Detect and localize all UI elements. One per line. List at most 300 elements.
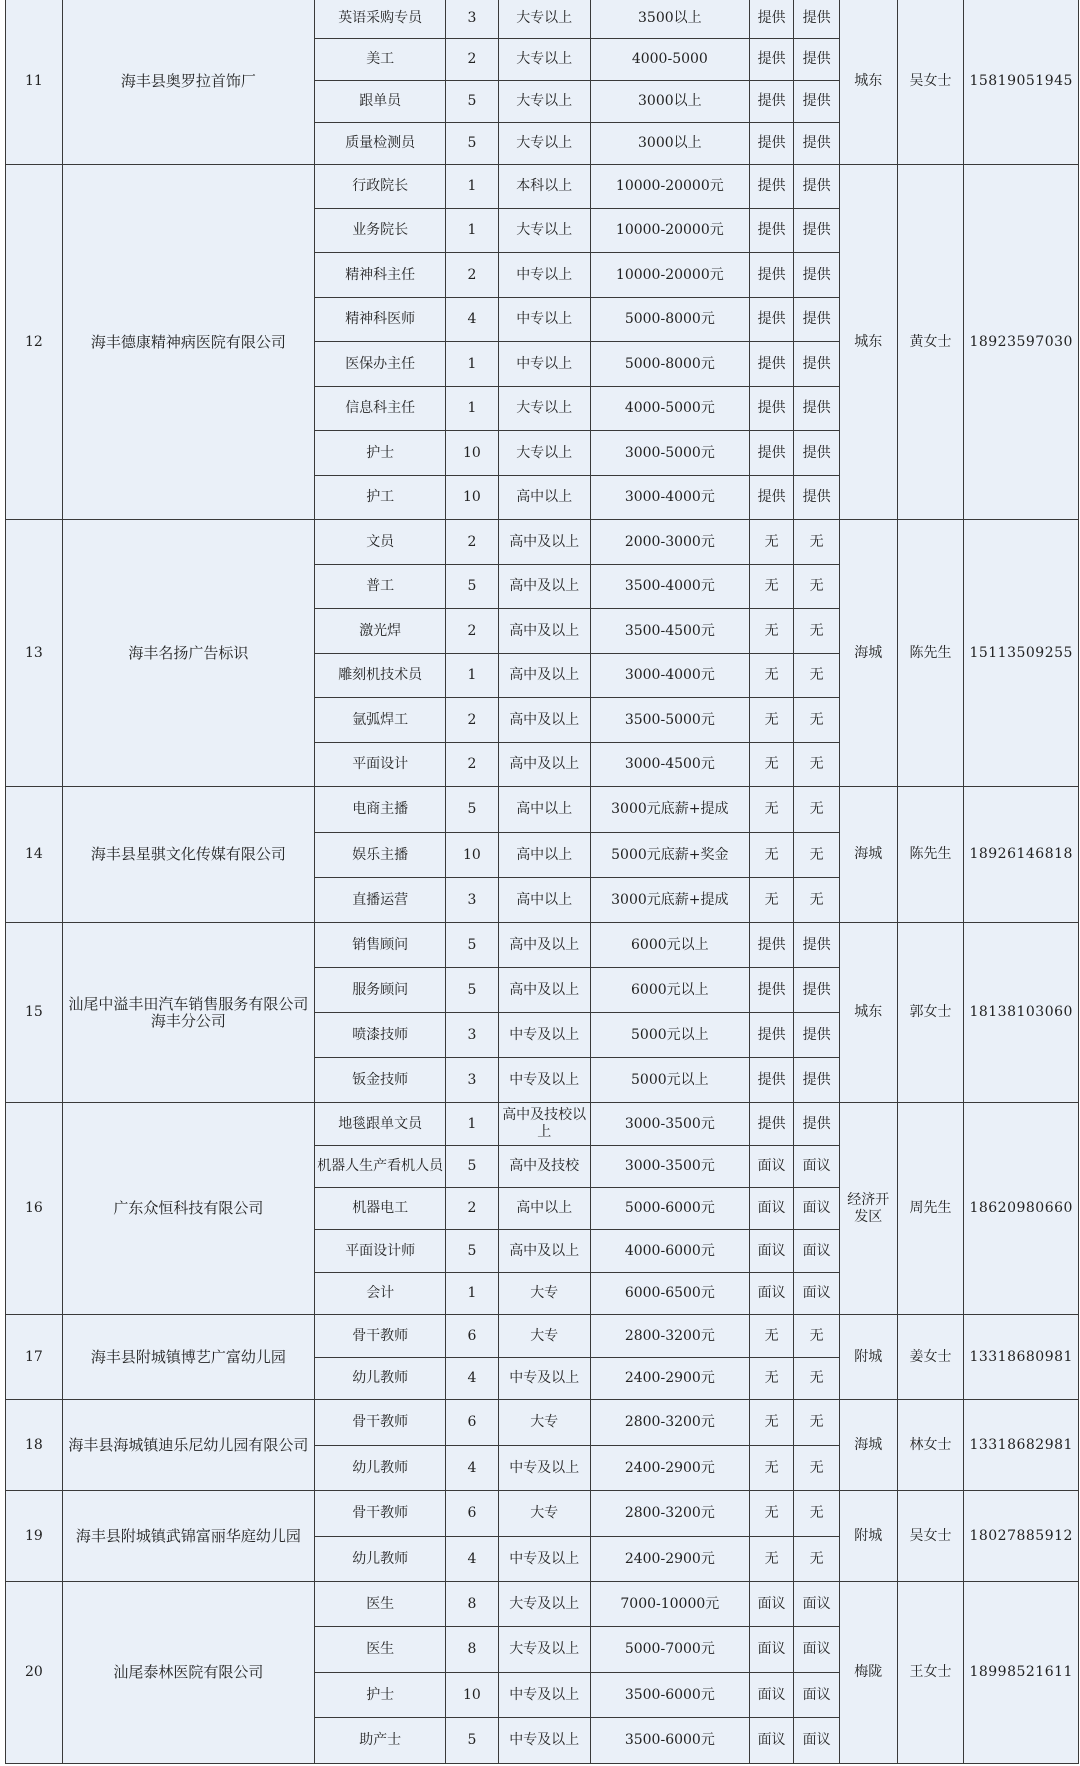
company-name: 海丰县附城镇武锦富丽华庭幼儿园	[62, 1491, 314, 1582]
job-lodging: 无	[794, 878, 840, 923]
job-title: 医保办主任	[315, 342, 446, 387]
job-food: 无	[749, 1358, 793, 1400]
company-number: 13	[6, 520, 63, 787]
company-contact: 郭女士	[897, 923, 964, 1103]
job-title: 英语采购专员	[315, 0, 446, 39]
job-salary: 3000元底薪+提成	[590, 787, 749, 833]
job-title: 信息科主任	[315, 387, 446, 431]
job-lodging: 提供	[794, 1013, 840, 1058]
job-education: 中专以上	[498, 298, 590, 342]
job-salary: 5000元底薪+奖金	[590, 833, 749, 878]
job-salary: 2400-2900元	[590, 1358, 749, 1400]
job-salary: 3000-5000元	[590, 431, 749, 476]
job-education: 高中及以上	[498, 698, 590, 743]
table-row	[6, 1491, 1079, 1537]
job-count: 4	[446, 1446, 498, 1491]
job-education: 高中以上	[498, 787, 590, 833]
job-food: 无	[749, 1446, 793, 1491]
job-count: 3	[446, 1013, 498, 1058]
job-salary: 3500-5000元	[590, 698, 749, 743]
job-count: 10	[446, 1673, 498, 1718]
job-education: 大专	[498, 1400, 590, 1446]
job-salary: 4000-6000元	[590, 1230, 749, 1273]
job-count: 2	[446, 743, 498, 787]
job-education: 高中以上	[498, 476, 590, 520]
company-contact: 王女士	[897, 1582, 964, 1764]
job-salary: 5000元以上	[590, 1013, 749, 1058]
job-education: 大专及以上	[498, 1627, 590, 1673]
job-lodging: 无	[794, 1491, 840, 1537]
job-salary: 7000-10000元	[590, 1582, 749, 1627]
job-lodging: 面议	[794, 1188, 840, 1230]
job-count: 1	[446, 1103, 498, 1146]
job-count: 8	[446, 1627, 498, 1673]
job-salary: 5000元以上	[590, 1058, 749, 1103]
job-lodging: 无	[794, 1537, 840, 1582]
job-lodging: 提供	[794, 342, 840, 387]
job-salary: 5000-7000元	[590, 1627, 749, 1673]
job-salary: 2800-3200元	[590, 1315, 749, 1358]
job-count: 2	[446, 520, 498, 565]
job-salary: 2800-3200元	[590, 1491, 749, 1537]
job-count: 5	[446, 1718, 498, 1764]
job-food: 提供	[749, 431, 793, 476]
job-title: 护士	[315, 431, 446, 476]
job-food: 无	[749, 743, 793, 787]
table-row	[6, 923, 1079, 968]
job-title: 助产士	[315, 1718, 446, 1764]
job-lodging: 提供	[794, 39, 840, 81]
job-salary: 3500-4500元	[590, 609, 749, 654]
job-salary: 3000-4000元	[590, 476, 749, 520]
job-food: 无	[749, 833, 793, 878]
job-lodging: 提供	[794, 387, 840, 431]
job-lodging: 无	[794, 833, 840, 878]
job-salary: 2400-2900元	[590, 1446, 749, 1491]
job-count: 5	[446, 1230, 498, 1273]
job-count: 4	[446, 1537, 498, 1582]
job-count: 5	[446, 968, 498, 1013]
job-title: 电商主播	[315, 787, 446, 833]
job-title: 美工	[315, 39, 446, 81]
job-title: 平面设计师	[315, 1230, 446, 1273]
job-education: 大专以上	[498, 39, 590, 81]
job-education: 中专及以上	[498, 1446, 590, 1491]
company-phone: 15819051945	[964, 0, 1079, 165]
company-contact: 林女士	[897, 1400, 964, 1491]
job-education: 高中及以上	[498, 743, 590, 787]
table-row	[6, 1582, 1079, 1627]
job-education: 中专以上	[498, 253, 590, 298]
job-count: 5	[446, 565, 498, 609]
job-salary: 4000-5000元	[590, 387, 749, 431]
job-count: 10	[446, 833, 498, 878]
job-salary: 10000-20000元	[590, 209, 749, 253]
job-food: 提供	[749, 81, 793, 123]
job-salary: 3000以上	[590, 81, 749, 123]
company-phone: 15113509255	[964, 520, 1079, 787]
table-row	[6, 0, 1079, 39]
job-lodging: 无	[794, 743, 840, 787]
table-row	[6, 165, 1079, 209]
company-area: 城东	[839, 923, 897, 1103]
job-education: 高中及技校以上	[498, 1103, 590, 1146]
company-name: 广东众恒科技有限公司	[62, 1103, 314, 1315]
job-title: 直播运营	[315, 878, 446, 923]
job-count: 5	[446, 787, 498, 833]
job-education: 大专以上	[498, 387, 590, 431]
job-salary: 2400-2900元	[590, 1537, 749, 1582]
job-education: 高中以上	[498, 833, 590, 878]
job-lodging: 提供	[794, 209, 840, 253]
job-title: 钣金技师	[315, 1058, 446, 1103]
job-education: 中专及以上	[498, 1537, 590, 1582]
job-food: 提供	[749, 253, 793, 298]
job-title: 行政院长	[315, 165, 446, 209]
job-salary: 3500-6000元	[590, 1673, 749, 1718]
job-lodging: 提供	[794, 123, 840, 165]
company-number: 14	[6, 787, 63, 923]
job-count: 2	[446, 39, 498, 81]
job-count: 3	[446, 878, 498, 923]
company-contact: 陈先生	[897, 787, 964, 923]
company-phone: 18620980660	[964, 1103, 1079, 1315]
company-number: 15	[6, 923, 63, 1103]
job-salary: 3000以上	[590, 123, 749, 165]
job-count: 1	[446, 209, 498, 253]
job-count: 5	[446, 923, 498, 968]
table-row	[6, 520, 1079, 565]
job-count: 10	[446, 431, 498, 476]
company-name: 汕尾泰林医院有限公司	[62, 1582, 314, 1764]
job-salary: 3000-3500元	[590, 1103, 749, 1146]
job-education: 大专以上	[498, 123, 590, 165]
job-title: 激光焊	[315, 609, 446, 654]
job-food: 无	[749, 565, 793, 609]
company-number: 17	[6, 1315, 63, 1400]
company-phone: 18998521611	[964, 1582, 1079, 1764]
company-number: 16	[6, 1103, 63, 1315]
job-title: 服务顾问	[315, 968, 446, 1013]
job-salary: 3000元底薪+提成	[590, 878, 749, 923]
job-food: 提供	[749, 298, 793, 342]
job-education: 高中及以上	[498, 923, 590, 968]
job-lodging: 无	[794, 1400, 840, 1446]
company-name: 海丰县星骐文化传媒有限公司	[62, 787, 314, 923]
job-education: 高中及技校	[498, 1146, 590, 1188]
job-lodging: 提供	[794, 0, 840, 39]
job-title: 护士	[315, 1673, 446, 1718]
job-education: 中专以上	[498, 342, 590, 387]
company-name: 海丰县附城镇博艺广富幼儿园	[62, 1315, 314, 1400]
job-count: 1	[446, 342, 498, 387]
job-lodging: 无	[794, 1315, 840, 1358]
job-title: 机器人生产看机人员	[315, 1146, 446, 1188]
job-food: 提供	[749, 968, 793, 1013]
job-lodging: 提供	[794, 253, 840, 298]
job-food: 面议	[749, 1273, 793, 1315]
company-area: 附城	[839, 1491, 897, 1582]
job-count: 5	[446, 81, 498, 123]
job-count: 8	[446, 1582, 498, 1627]
job-education: 大专	[498, 1273, 590, 1315]
job-lodging: 无	[794, 654, 840, 698]
job-count: 2	[446, 698, 498, 743]
job-title: 医生	[315, 1582, 446, 1627]
job-food: 面议	[749, 1230, 793, 1273]
job-title: 普工	[315, 565, 446, 609]
job-food: 面议	[749, 1146, 793, 1188]
job-lodging: 面议	[794, 1718, 840, 1764]
job-food: 提供	[749, 165, 793, 209]
company-number: 18	[6, 1400, 63, 1491]
job-education: 大专以上	[498, 431, 590, 476]
job-salary: 6000元以上	[590, 923, 749, 968]
job-count: 5	[446, 1146, 498, 1188]
company-area: 海城	[839, 1400, 897, 1491]
table-row	[6, 1315, 1079, 1358]
job-food: 无	[749, 1491, 793, 1537]
job-food: 面议	[749, 1582, 793, 1627]
job-food: 无	[749, 1537, 793, 1582]
job-education: 高中以上	[498, 1188, 590, 1230]
job-education: 大专以上	[498, 0, 590, 39]
table-body	[6, 0, 1079, 1764]
job-title: 医生	[315, 1627, 446, 1673]
job-salary: 6000-6500元	[590, 1273, 749, 1315]
job-count: 1	[446, 1273, 498, 1315]
job-education: 大专	[498, 1315, 590, 1358]
job-title: 护工	[315, 476, 446, 520]
job-title: 机器电工	[315, 1188, 446, 1230]
job-title: 精神科主任	[315, 253, 446, 298]
job-title: 销售顾问	[315, 923, 446, 968]
job-food: 提供	[749, 1058, 793, 1103]
company-area: 经济开发区	[839, 1103, 897, 1315]
job-food: 无	[749, 654, 793, 698]
company-phone: 18926146818	[964, 787, 1079, 923]
job-food: 无	[749, 520, 793, 565]
job-food: 面议	[749, 1188, 793, 1230]
job-title: 跟单员	[315, 81, 446, 123]
job-food: 无	[749, 698, 793, 743]
job-food: 提供	[749, 209, 793, 253]
job-count: 3	[446, 1058, 498, 1103]
company-contact: 黄女士	[897, 165, 964, 520]
company-contact: 吴女士	[897, 0, 964, 165]
company-number: 19	[6, 1491, 63, 1582]
job-title: 骨干教师	[315, 1315, 446, 1358]
job-title: 幼儿教师	[315, 1358, 446, 1400]
job-count: 10	[446, 476, 498, 520]
job-lodging: 提供	[794, 968, 840, 1013]
job-food: 提供	[749, 1013, 793, 1058]
job-title: 地毯跟单文员	[315, 1103, 446, 1146]
job-title: 雕刻机技术员	[315, 654, 446, 698]
job-salary: 10000-20000元	[590, 165, 749, 209]
job-salary: 5000-8000元	[590, 342, 749, 387]
job-count: 2	[446, 609, 498, 654]
job-title: 喷漆技师	[315, 1013, 446, 1058]
job-lodging: 无	[794, 1446, 840, 1491]
company-phone: 13318680981	[964, 1315, 1079, 1400]
company-phone: 18923597030	[964, 165, 1079, 520]
company-number: 11	[6, 0, 63, 165]
job-food: 提供	[749, 0, 793, 39]
job-title: 质量检测员	[315, 123, 446, 165]
job-food: 无	[749, 1400, 793, 1446]
job-title: 骨干教师	[315, 1400, 446, 1446]
company-name: 海丰名扬广告标识	[62, 520, 314, 787]
job-salary: 3000-3500元	[590, 1146, 749, 1188]
job-title: 骨干教师	[315, 1491, 446, 1537]
company-area: 梅陇	[839, 1582, 897, 1764]
job-food: 提供	[749, 1103, 793, 1146]
job-education: 高中及以上	[498, 565, 590, 609]
job-education: 高中及以上	[498, 968, 590, 1013]
job-lodging: 提供	[794, 165, 840, 209]
table-row	[6, 787, 1079, 833]
recruitment-table	[5, 0, 1079, 1764]
job-lodging: 无	[794, 787, 840, 833]
job-count: 3	[446, 0, 498, 39]
job-education: 中专及以上	[498, 1718, 590, 1764]
job-lodging: 无	[794, 520, 840, 565]
job-education: 中专及以上	[498, 1058, 590, 1103]
job-lodging: 提供	[794, 1058, 840, 1103]
job-lodging: 提供	[794, 476, 840, 520]
job-lodging: 无	[794, 565, 840, 609]
company-contact: 陈先生	[897, 520, 964, 787]
job-food: 提供	[749, 387, 793, 431]
company-area: 海城	[839, 787, 897, 923]
company-number: 20	[6, 1582, 63, 1764]
company-contact: 吴女士	[897, 1491, 964, 1582]
company-area: 城东	[839, 165, 897, 520]
job-salary: 6000元以上	[590, 968, 749, 1013]
job-salary: 3500以上	[590, 0, 749, 39]
job-food: 提供	[749, 476, 793, 520]
job-count: 2	[446, 1188, 498, 1230]
job-food: 面议	[749, 1673, 793, 1718]
company-contact: 周先生	[897, 1103, 964, 1315]
company-phone: 13318682981	[964, 1400, 1079, 1491]
company-area: 海城	[839, 520, 897, 787]
job-count: 6	[446, 1315, 498, 1358]
job-education: 本科以上	[498, 165, 590, 209]
job-education: 中专及以上	[498, 1358, 590, 1400]
company-name: 海丰德康精神病医院有限公司	[62, 165, 314, 520]
job-food: 提供	[749, 39, 793, 81]
company-name: 海丰县奥罗拉首饰厂	[62, 0, 314, 165]
job-salary: 4000-5000	[590, 39, 749, 81]
job-education: 大专	[498, 1491, 590, 1537]
job-count: 4	[446, 1358, 498, 1400]
job-salary: 2000-3000元	[590, 520, 749, 565]
table-row	[6, 1103, 1079, 1146]
job-lodging: 面议	[794, 1146, 840, 1188]
job-count: 4	[446, 298, 498, 342]
job-title: 文员	[315, 520, 446, 565]
job-education: 大专及以上	[498, 1582, 590, 1627]
job-lodging: 无	[794, 698, 840, 743]
job-title: 平面设计	[315, 743, 446, 787]
job-salary: 3500-4000元	[590, 565, 749, 609]
job-title: 幼儿教师	[315, 1446, 446, 1491]
job-education: 高中及以上	[498, 520, 590, 565]
job-count: 1	[446, 387, 498, 431]
job-count: 6	[446, 1400, 498, 1446]
company-area: 附城	[839, 1315, 897, 1400]
job-food: 无	[749, 1315, 793, 1358]
job-food: 提供	[749, 123, 793, 165]
job-title: 娱乐主播	[315, 833, 446, 878]
job-title: 幼儿教师	[315, 1537, 446, 1582]
job-count: 1	[446, 654, 498, 698]
job-salary: 5000-6000元	[590, 1188, 749, 1230]
job-lodging: 无	[794, 609, 840, 654]
job-lodging: 提供	[794, 298, 840, 342]
job-lodging: 提供	[794, 923, 840, 968]
job-lodging: 提供	[794, 1103, 840, 1146]
job-title: 业务院长	[315, 209, 446, 253]
job-food: 面议	[749, 1718, 793, 1764]
job-title: 精神科医师	[315, 298, 446, 342]
job-salary: 3000-4500元	[590, 743, 749, 787]
company-phone: 18027885912	[964, 1491, 1079, 1582]
job-salary: 3000-4000元	[590, 654, 749, 698]
job-lodging: 面议	[794, 1582, 840, 1627]
company-name: 海丰县海城镇迪乐尼幼儿园有限公司	[62, 1400, 314, 1491]
job-salary: 2800-3200元	[590, 1400, 749, 1446]
job-education: 高中及以上	[498, 654, 590, 698]
job-salary: 3500-6000元	[590, 1718, 749, 1764]
job-lodging: 面议	[794, 1673, 840, 1718]
job-lodging: 无	[794, 1358, 840, 1400]
job-lodging: 面议	[794, 1627, 840, 1673]
job-salary: 5000-8000元	[590, 298, 749, 342]
job-count: 6	[446, 1491, 498, 1537]
job-education: 高中及以上	[498, 609, 590, 654]
company-contact: 姜女士	[897, 1315, 964, 1400]
table-row	[6, 1400, 1079, 1446]
job-education: 大专以上	[498, 81, 590, 123]
job-food: 提供	[749, 342, 793, 387]
job-lodging: 面议	[794, 1230, 840, 1273]
company-name: 汕尾中溢丰田汽车销售服务有限公司海丰分公司	[62, 923, 314, 1103]
job-count: 1	[446, 165, 498, 209]
job-food: 提供	[749, 923, 793, 968]
job-education: 中专及以上	[498, 1013, 590, 1058]
job-lodging: 提供	[794, 431, 840, 476]
job-lodging: 面议	[794, 1273, 840, 1315]
job-education: 高中以上	[498, 878, 590, 923]
job-title: 氩弧焊工	[315, 698, 446, 743]
job-count: 2	[446, 253, 498, 298]
company-phone: 18138103060	[964, 923, 1079, 1103]
job-education: 大专以上	[498, 209, 590, 253]
job-count: 5	[446, 123, 498, 165]
job-education: 中专及以上	[498, 1673, 590, 1718]
job-education: 高中及以上	[498, 1230, 590, 1273]
job-lodging: 提供	[794, 81, 840, 123]
company-number: 12	[6, 165, 63, 520]
job-title: 会计	[315, 1273, 446, 1315]
job-food: 面议	[749, 1627, 793, 1673]
job-food: 无	[749, 787, 793, 833]
job-food: 无	[749, 609, 793, 654]
job-food: 无	[749, 878, 793, 923]
